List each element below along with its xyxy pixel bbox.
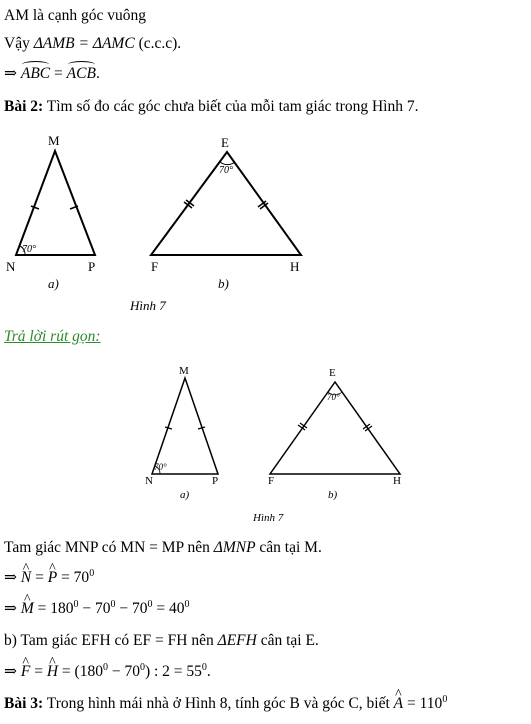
exercise-text: Trong hình mái nhà ở Hình 8, tính góc B và góc C, biết [43, 695, 394, 712]
subfigure-b-label: b) [328, 489, 338, 501]
math-expression: = 40 [152, 600, 185, 617]
angle-acb: ACB [66, 65, 96, 82]
vertex-e-label: E [221, 135, 229, 150]
degree-superscript: 0 [102, 661, 108, 673]
exercise-label: Bài 3: [4, 695, 44, 712]
vertex-f-label: F [268, 475, 275, 487]
bai3-line [4, 694, 447, 714]
degree-superscript: 0 [147, 598, 153, 610]
subfigure-b-label: b) [218, 276, 229, 291]
solution-a-line-3 [4, 599, 190, 619]
implies-symbol: ⇒ [4, 600, 21, 617]
math-expression: − 70 [107, 663, 140, 680]
angle-n-label: 70° [22, 244, 36, 255]
vertex-h-label: H [393, 475, 401, 487]
vertex-f-label: F [151, 259, 159, 274]
implies-symbol: ⇒ [4, 569, 21, 586]
triangle-efh [151, 135, 301, 291]
degree-superscript: 0 [184, 598, 190, 610]
solution-a-line-1 [4, 538, 322, 558]
figure-caption: Hình 7 [253, 512, 284, 524]
angle-f: ^ F [21, 662, 30, 682]
statement-text: (c.c.c). [134, 35, 182, 52]
vertex-n-label: N [145, 475, 153, 487]
math-expression: = 70 [57, 569, 90, 586]
bai2-line [4, 97, 418, 117]
solution-text: cân tại E. [256, 632, 319, 649]
angle-a: ^ A [394, 694, 403, 714]
angle-e-label: 70° [327, 392, 340, 402]
angle-p: ^ P [48, 568, 57, 588]
angle-abc: ABC [20, 65, 51, 82]
vertex-m-label: M [48, 133, 60, 148]
math-expression: ΔEFH [217, 632, 257, 649]
math-expression: − 70 [78, 600, 111, 617]
text-line-3 [4, 64, 100, 84]
exercise-label: Bài 2: [4, 98, 44, 115]
degree-superscript: 0 [201, 661, 207, 673]
figure-hinh-7-answer [140, 360, 420, 530]
vertex-n-label: N [6, 259, 16, 274]
angle-e-label: 70° [219, 165, 233, 176]
implies-symbol: ⇒ [4, 65, 21, 82]
math-expression: = 180 [33, 600, 74, 617]
statement-text: Vậy [4, 35, 34, 52]
math-expression: ) : 2 = 55 [144, 663, 202, 680]
triangle-mnp [6, 133, 95, 291]
answer-heading: Trả lời rút gọn: [4, 328, 101, 345]
solution-b-line-2 [4, 662, 211, 682]
math-expression: ΔAMB = ΔAMC [33, 35, 135, 52]
statement-text: AM là cạnh góc vuông [4, 7, 147, 24]
answer-heading-line [4, 327, 101, 347]
vertex-p-label: P [212, 475, 219, 487]
angle-n-label: 70° [154, 462, 167, 472]
math-expression: − 70 [115, 600, 148, 617]
solution-text: Tam giác MNP có MN = MP nên [4, 539, 214, 556]
math-expression: ΔMNP [213, 539, 256, 556]
figure-hinh-7-original [0, 130, 340, 315]
vertex-h-label: H [290, 259, 300, 274]
implies-symbol: ⇒ [4, 663, 21, 680]
triangle-mnp [145, 365, 218, 501]
vertex-m-label: M [179, 365, 189, 377]
angle-n: ^ N [21, 568, 31, 588]
degree-superscript: 0 [110, 598, 116, 610]
solution-b-line-1 [4, 631, 319, 651]
subfigure-a-label: a) [48, 276, 59, 291]
degree-superscript: 0 [442, 693, 448, 705]
period: . [95, 65, 100, 82]
text-line-1 [4, 6, 146, 26]
degree-superscript: 0 [89, 567, 95, 579]
angle-h: ^ H [47, 662, 58, 682]
vertex-p-label: P [88, 259, 96, 274]
degree-superscript: 0 [139, 661, 145, 673]
solution-a-line-2 [4, 568, 94, 588]
period: . [206, 663, 211, 680]
exercise-text: Tìm số đo các góc chưa biết của mỗi tam giác trong Hình 7. [43, 98, 419, 115]
text-line-2 [4, 34, 181, 54]
solution-text: b) Tam giác EFH có EF = FH nên [4, 632, 218, 649]
equals-sign: = [30, 663, 47, 680]
figure-caption: Hình 7 [130, 298, 166, 313]
subfigure-a-label: a) [180, 489, 190, 501]
vertex-e-label: E [329, 367, 336, 379]
degree-superscript: 0 [73, 598, 79, 610]
equals-sign: = [31, 569, 48, 586]
solution-text: cân tại M. [255, 539, 322, 556]
triangle-efh [268, 367, 401, 501]
angle-m: ^ M [21, 599, 34, 619]
math-expression: = 110 [403, 695, 443, 712]
equals-sign: = [50, 65, 67, 82]
math-expression: = (180 [58, 663, 103, 680]
